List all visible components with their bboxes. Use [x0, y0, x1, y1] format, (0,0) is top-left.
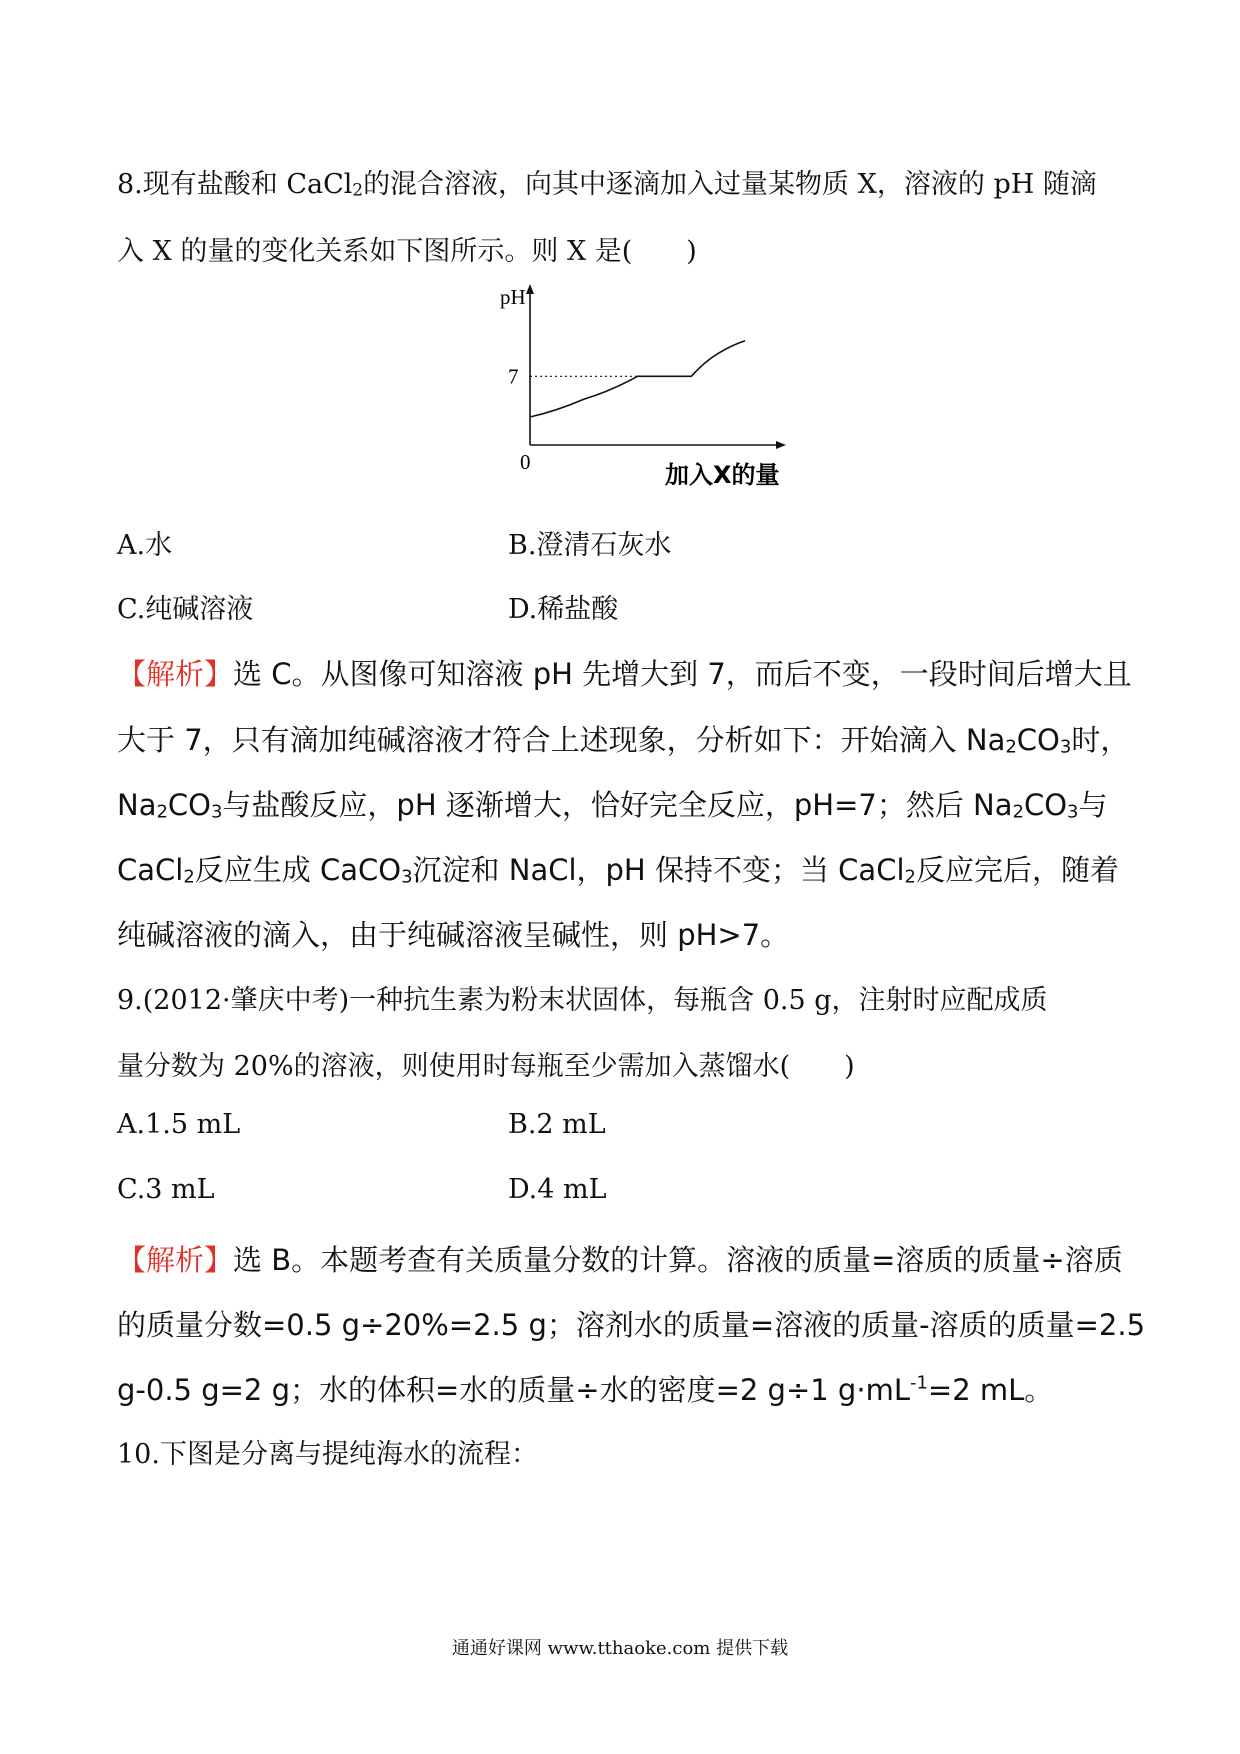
q8-analysis-line-4: CaCl$_2$反应生成 CaCO$_3$沉淀和 NaCl，pH 保持不变；当 CaCl$_2$反应完后，随着	[117, 853, 1119, 888]
q9-option-a[interactable]: A.1.5 mL	[117, 1109, 241, 1140]
page-footer: 通通好课网 www.tthaoke.com 提供下载	[451, 1638, 789, 1659]
analysis-tag: 【解析】	[117, 657, 234, 691]
q8-option-d[interactable]: D.稀盐酸	[508, 594, 619, 625]
q8-line-1: 8.现有盐酸和 CaCl$_2$的混合溶液，向其中逐滴加入过量某物质 X，溶液的 pH 随滴	[117, 169, 1097, 200]
ph-chart	[470, 280, 790, 495]
q9-option-d[interactable]: D.4 mL	[508, 1174, 607, 1205]
ph-curve	[530, 341, 745, 417]
q9-option-c[interactable]: C.3 mL	[117, 1174, 215, 1205]
q9-option-b[interactable]: B.2 mL	[508, 1109, 606, 1140]
x-axis-arrow	[776, 441, 786, 449]
q8-analysis-line-5: 纯碱溶液的滴入，由于纯碱溶液呈碱性，则 pH>7。	[117, 918, 790, 952]
q9-analysis-line-3: g-0.5 g=2 g；水的体积=水的质量÷水的密度=2 g÷1 $g\cdot mL^{-1}=2$ mL。	[117, 1372, 1054, 1407]
q9-line-2: 量分数为 20%的溶液，则使用时每瓶至少需加入蒸馏水( )	[117, 1051, 855, 1082]
y-axis-label: pH	[500, 285, 526, 309]
origin-label: 0	[520, 450, 531, 474]
q9-analysis-line-2: 的质量分数=0.5 g÷20%=2.5 g；溶剂水的质量=溶液的质量-溶质的质量=2.5	[117, 1308, 1146, 1342]
q8-option-c[interactable]: C.纯碱溶液	[117, 594, 254, 625]
q8-line-2: 入 X 的量的变化关系如下图所示。则 X 是( )	[117, 236, 697, 267]
y-tick-label-7: 7	[508, 364, 519, 389]
q8-option-b[interactable]: B.澄清石灰水	[508, 530, 672, 561]
x-axis-label: 加入X的量	[665, 461, 780, 489]
q8-analysis-line-2: 大于 7，只有滴加纯碱溶液才符合上述现象，分析如下：开始滴入 $Na_2CO_3$时，	[117, 723, 1130, 758]
y-axis-arrow	[526, 284, 534, 294]
chart-axes	[526, 284, 786, 449]
chart-labels	[500, 285, 780, 489]
q9-line-1: 9.(2012·肇庆中考)一种抗生素为粉末状固体，每瓶含 0.5 g，注射时应配成质	[117, 985, 1048, 1016]
q8-analysis-line-3: $Na_2CO_3$与盐酸反应，pH 逐渐增大，恰好完全反应，pH=7；然后 $Na_2CO_3$与	[117, 788, 1108, 823]
analysis-tag: 【解析】	[117, 1243, 234, 1277]
q8-analysis-line-1: 【解析】选 C。从图像可知溶液 pH 先增大到 7，而后不变，一段时间后增大且	[117, 657, 1132, 691]
chart-marks	[530, 341, 745, 417]
q10-line-1: 10.下图是分离与提纯海水的流程：	[117, 1439, 538, 1470]
q8-option-a[interactable]: A.水	[117, 530, 173, 561]
q9-analysis-line-1: 【解析】选 B。本题考查有关质量分数的计算。溶液的质量=溶质的质量÷溶质	[117, 1243, 1123, 1277]
